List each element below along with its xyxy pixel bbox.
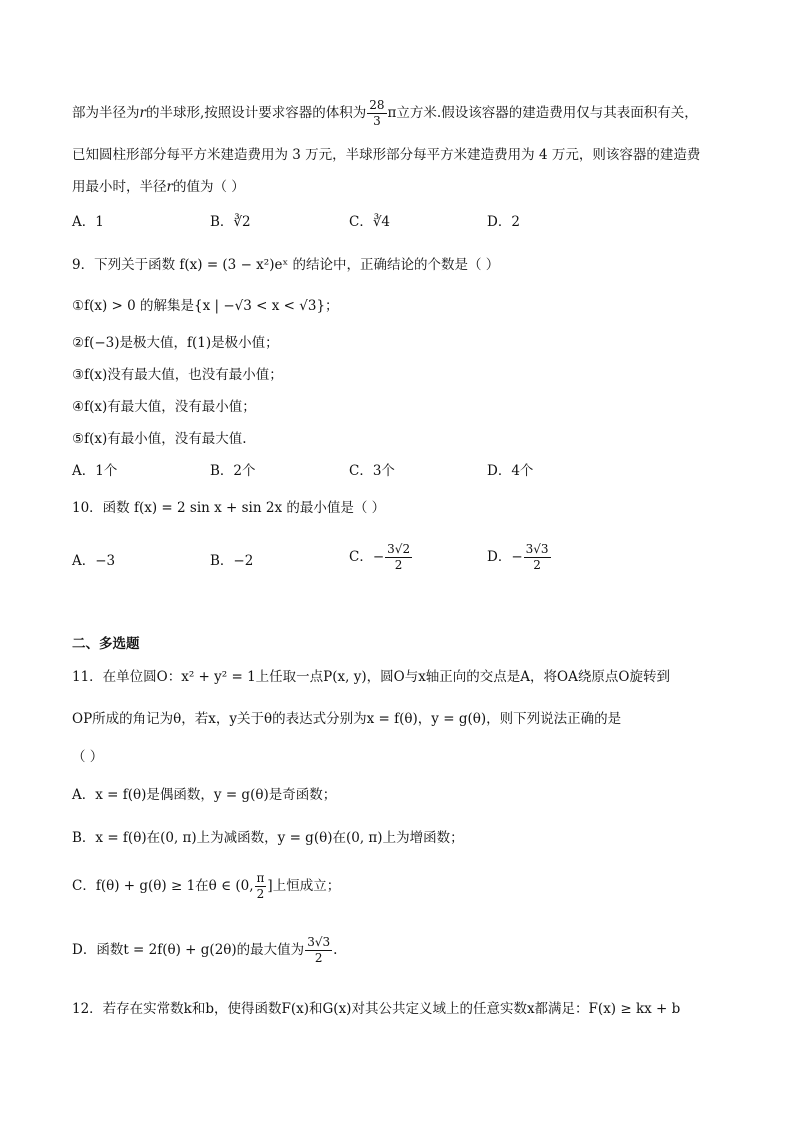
p9-stem: 9．下列关于函数 f(x) = (3 − x²)eˣ 的结论中，正确结论的个数是（ ） — [72, 257, 500, 273]
p8-text: 用最小时，半径 — [72, 179, 167, 195]
option-prefix: D．− — [487, 549, 523, 565]
p8-text: 的值为（ ） — [172, 179, 245, 195]
p8-text: π立方米.假设该容器的建造费用仅与其表面积有关， — [387, 105, 698, 121]
p8-line2: 已知圆柱形部分每平方米建造费用为 3 万元，半球形部分每平方米建造费用为 4 万元，则该容器的建造费 — [72, 147, 701, 163]
p8-option-b: B．∛2 — [210, 214, 251, 230]
section-title-multiple-choice: 二、多选题 — [72, 636, 140, 652]
p9-option-d: D．4个 — [487, 463, 534, 479]
p9-option-a: A．1个 — [72, 463, 118, 479]
p10-option-b: B．−2 — [210, 553, 254, 569]
p11-line1: 11．在单位圆O：x² + y² = 1上任取一点P(x, y)，圆O与x轴正向的交点是A，将OA绕原点O旋转到 — [72, 669, 670, 685]
p9-item-5: ⑤f(x)有最小值，没有最大值. — [72, 431, 247, 447]
p11-option-c — [72, 871, 340, 902]
p8-line1 — [72, 98, 698, 129]
p8-text: 的半球形,按照设计要求容器的体积为 — [145, 105, 367, 121]
p8-var-r: r — [166, 179, 173, 195]
p10-option-a: A．−3 — [72, 553, 116, 569]
p9-option-c: C．3个 — [349, 463, 395, 479]
p11-line2: OP所成的角记为θ，若x，y关于θ的表达式分别为x = f(θ)，y = g(θ)，则下列说法正确的是 — [72, 711, 622, 727]
frac-den: 3 — [373, 114, 381, 128]
p8-var-r: r — [139, 105, 146, 121]
option-prefix: C．− — [349, 549, 385, 565]
frac-den: 2 — [394, 558, 403, 572]
p10-option-d — [487, 542, 552, 573]
p8-option-a: A．1 — [72, 214, 104, 230]
frac-num: π — [256, 871, 265, 885]
p11-option-a: A．x = f(θ)是偶函数，y = g(θ)是奇函数； — [72, 787, 337, 803]
p9-item-3: ③f(x)没有最大值，也没有最小值； — [72, 367, 283, 383]
p10-option-c — [349, 542, 413, 573]
frac-den: 2 — [314, 951, 323, 965]
p8-text: 部为半径为 — [72, 105, 140, 121]
frac-num: 3√2 — [387, 542, 411, 556]
option-text: ]上恒成立； — [267, 878, 341, 894]
option-text: C．f(θ) + g(θ) ≥ 1在θ ∈ (0, — [72, 878, 254, 894]
frac-num: 28 — [369, 98, 385, 112]
p9-item-4: ④f(x)有最大值，没有最小值； — [72, 399, 256, 415]
p8-line3 — [72, 178, 245, 196]
p10-stem: 10．函数 f(x) = 2 sin x + sin 2x 的最小值是（ ） — [72, 500, 386, 516]
p9-item-2: ②f(−3)是极大值，f(1)是极小值； — [72, 335, 279, 351]
frac-den: 2 — [256, 887, 265, 901]
p8-option-d: D．2 — [487, 214, 520, 230]
p11-c-fraction — [255, 871, 267, 902]
p11-d-fraction — [305, 935, 332, 966]
p11-line3: （ ） — [72, 749, 104, 765]
frac-num: 3√3 — [525, 542, 549, 556]
p10-c-fraction — [385, 542, 412, 573]
volume-fraction — [367, 98, 386, 129]
p9-item-1: ①f(x) > 0 的解集是{x | −√3 < x < √3}； — [72, 298, 339, 314]
p10-d-fraction — [524, 542, 551, 573]
p9-option-b: B．2个 — [210, 463, 256, 479]
option-text: D．函数t = 2f(θ) + g(2θ)的最大值为 — [72, 942, 305, 958]
option-text: . — [333, 942, 338, 958]
frac-den: 2 — [533, 558, 541, 572]
p11-option-b: B．x = f(θ)在(0, π)上为减函数，y = g(θ)在(0, π)上为增函数； — [72, 830, 464, 846]
p8-option-c: C．∛4 — [349, 214, 391, 230]
p12-line1: 12．若存在实常数k和b，使得函数F(x)和G(x)对其公共定义域上的任意实数x都满足：F(x) ≥ kx + b — [72, 1001, 681, 1017]
frac-num: 3√3 — [307, 935, 331, 949]
p11-option-d — [72, 935, 337, 966]
